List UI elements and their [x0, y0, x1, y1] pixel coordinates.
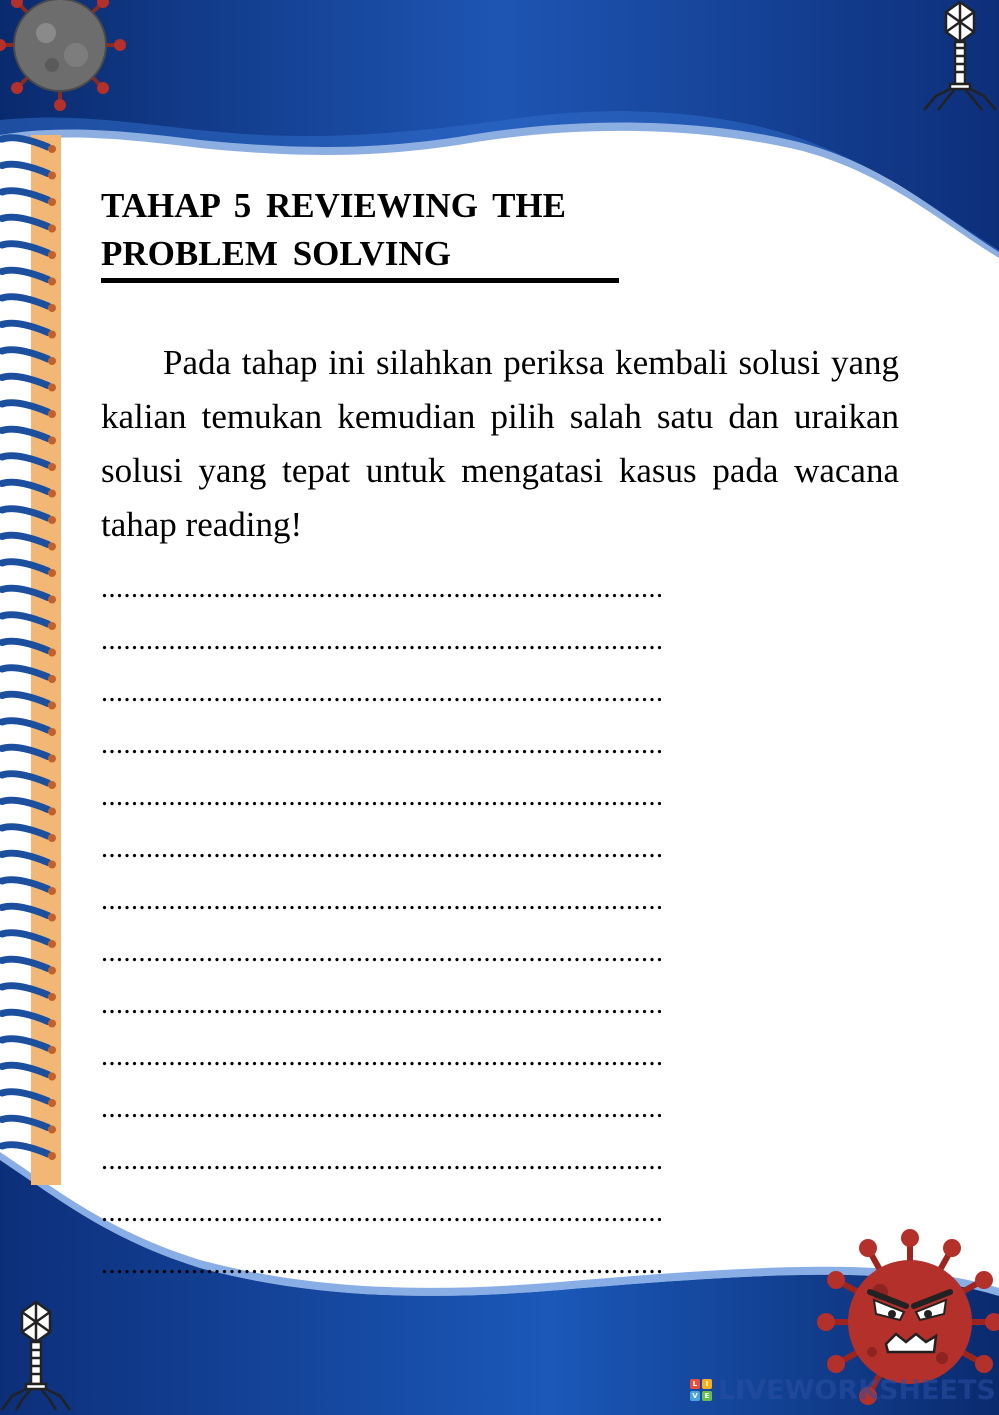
- answer-line[interactable]: ...........................................................................: [101, 1249, 664, 1280]
- binding-hole: [48, 437, 56, 445]
- binding-hole: [48, 410, 56, 418]
- binding-hole: [48, 887, 56, 895]
- binding-hole: [48, 808, 56, 816]
- binding-hole: [48, 569, 56, 577]
- liveworksheets-logo: [690, 1375, 996, 1405]
- binding-hole: [48, 357, 56, 365]
- binding-hole: [48, 543, 56, 551]
- binding-hole: [48, 967, 56, 975]
- answer-line[interactable]: ...........................................................................: [101, 989, 664, 1020]
- logo-cubes-icon: L I V E: [690, 1379, 712, 1401]
- answer-line[interactable]: ...........................................................................: [101, 781, 664, 812]
- binding-hole: [48, 702, 56, 710]
- logo-text: LIVEWORKSHEETS: [718, 1374, 996, 1406]
- binding-hole: [48, 861, 56, 869]
- binding-hole: [48, 172, 56, 180]
- answer-line[interactable]: ...........................................................................: [101, 1041, 664, 1072]
- binding-hole: [48, 1099, 56, 1107]
- answer-area: [101, 560, 901, 1288]
- binding-hole: [48, 490, 56, 498]
- binding-hole: [48, 914, 56, 922]
- binding-hole: [48, 1126, 56, 1134]
- title-underline: [101, 278, 619, 283]
- answer-line[interactable]: ...........................................................................: [101, 885, 664, 916]
- binding-hole: [48, 384, 56, 392]
- binding-hole: [48, 304, 56, 312]
- answer-line[interactable]: ...........................................................................: [101, 1145, 664, 1176]
- page-title: TAHAP 5 REVIEWING THE PROBLEM SOLVING: [101, 186, 566, 273]
- binding-hole: [48, 198, 56, 206]
- binding-hole: [48, 145, 56, 153]
- binding-hole: [48, 1073, 56, 1081]
- answer-line[interactable]: ...........................................................................: [101, 937, 664, 968]
- answer-line[interactable]: ...........................................................................: [101, 833, 664, 864]
- answer-line[interactable]: ...........................................................................: [101, 1197, 664, 1228]
- answer-line[interactable]: ...........................................................................: [101, 573, 664, 604]
- binding-hole: [48, 993, 56, 1001]
- binding-hole: [48, 596, 56, 604]
- binding-hole: [48, 225, 56, 233]
- binding-hole: [48, 781, 56, 789]
- binding-hole: [48, 1020, 56, 1028]
- binding-strip: [31, 135, 61, 1185]
- answer-line[interactable]: ...........................................................................: [101, 1093, 664, 1124]
- binding-hole: [48, 728, 56, 736]
- binding-hole: [48, 834, 56, 842]
- binding-hole: [48, 1152, 56, 1160]
- answer-line[interactable]: ...........................................................................: [101, 625, 664, 656]
- answer-line[interactable]: ...........................................................................: [101, 677, 664, 708]
- binding-hole: [48, 278, 56, 286]
- binding-hole: [48, 516, 56, 524]
- binding-hole: [48, 940, 56, 948]
- answer-line[interactable]: ...........................................................................: [101, 729, 664, 760]
- binding-hole: [48, 649, 56, 657]
- binding-hole: [48, 622, 56, 630]
- instruction-paragraph: Pada tahap ini silahkan periksa kembali solusi yang kalian temukan kemudian pilih salah satu dan uraikan solusi yang tepat untuk mengatasi kasus pada wacana tahap reading!: [101, 343, 899, 544]
- binding-hole: [48, 675, 56, 683]
- binding-hole: [48, 331, 56, 339]
- binding-hole: [48, 463, 56, 471]
- binding-hole: [48, 251, 56, 259]
- binding-hole: [48, 755, 56, 763]
- binding-hole: [48, 1046, 56, 1054]
